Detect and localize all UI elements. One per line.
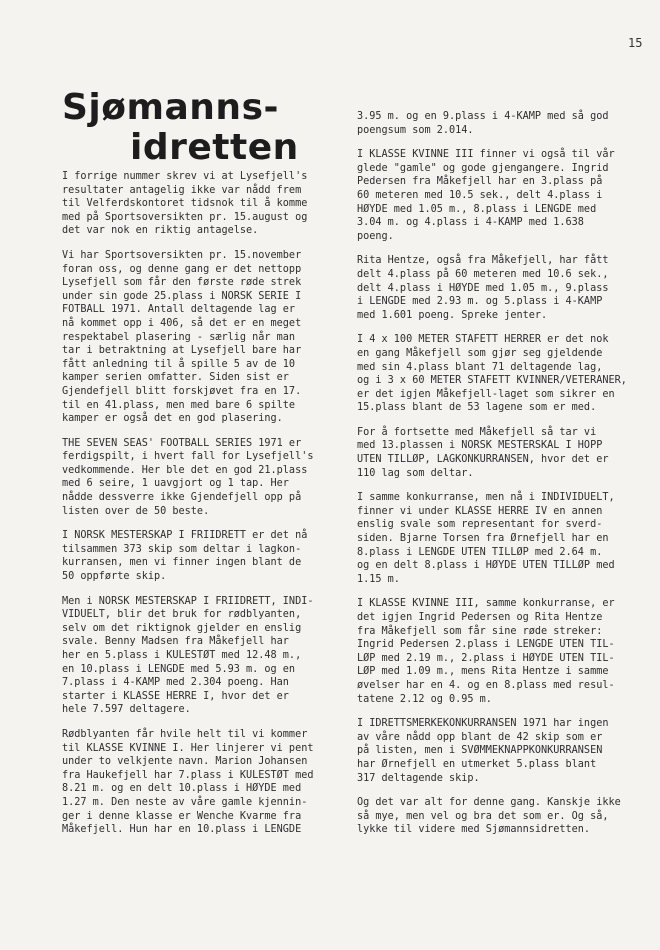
paragraph: Rita Hentze, også fra Måkefjell, har fått delt 4.plass på 60 meteren med 10.6 sek., delt 4.plass i HØYDE med 1.05 m., 9.plass i LENGDE med 2.93 m. og 5.plass i 4-KAMP med 1.601 poeng. Spreke jenter. bbox=[357, 255, 609, 321]
page-number: 15 bbox=[628, 36, 643, 50]
paragraph: Rødblyanten får hvile helt til vi kommer til KLASSE KVINNE I. Her linjerer vi pent under to velkjente navn. Marion Johansen fra Haukefjell har 7.plass i KULESTØT med 8.21 m. og en delt 10.plass i HØYDE med 1.27 m. Den neste av våre gamle kjennin- ger i denne klasse er Wenche Kvarme fra Måkefjell. Hun har en 10.plass i LENGDE bbox=[62, 728, 314, 836]
paragraph: I forrige nummer skrev vi at Lysefjell's resultater antagelig ikke var nådd frem til Velferdskontoret tidsnok til å komme med på Sportsoversikten pr. 15.august og det var nok en riktig antagelse. bbox=[62, 171, 308, 237]
paragraph: I NORSK MESTERSKAP I FRIIDRETT er det nå tilsammen 373 skip som deltar i lagkon- kurransen, men vi finner ingen blant de 50 oppførte skip. bbox=[62, 530, 308, 583]
paragraph: I KLASSE KVINNE III, samme konkurranse, er det igjen Ingrid Pedersen og Rita Hentze fra Måkefjell som får sine røde streker: Ingrid Pedersen 2.plass i LENGDE UTEN TIL- LØP med 2.19 m., 2.plass i HØYDE UTEN TIL- LØP med 1.09 m., mens Rita Hentze i samme øvelser har en 4. og en 8.plass med resul- tatene 2.12 og 0.95 m. bbox=[357, 598, 615, 705]
right-column bbox=[357, 110, 629, 848]
title-line-1: Sjømanns- bbox=[62, 87, 279, 128]
paragraph: THE SEVEN SEAS' FOOTBALL SERIES 1971 er ferdigspilt, i hvert fall for Lysefjell's vedkommende. Her ble det en god 21.plass med 6 seire, 1 uavgjort og 1 tap. Her nådde dessverre ikke Gjendefjell opp på listen over de 50 beste. bbox=[62, 437, 314, 517]
article-title bbox=[62, 88, 312, 168]
paragraph: Men i NORSK MESTERSKAP I FRIIDRETT, INDI- VIDUELT, blir det bruk for rødblyanten, selv om det riktignok gjelder en enslig svale. Benny Madsen fra Måkefjell har her en 5.plass i KULESTØT med 12.48 m., en 10.plass i LENGDE med 5.93 m. og en 7.plass i 4-KAMP med 2.304 poeng. Han starter i KLASSE HERRE I, hvor det er hele 7.597 deltagere. bbox=[62, 595, 314, 716]
left-column bbox=[62, 170, 330, 848]
paragraph: I KLASSE KVINNE III finner vi også til vår glede "gamle" og gode gjengangere. Ingrid Pedersen fra Måkefjell har en 3.plass på 60 meteren med 10.5 sek., delt 4.plass i HØYDE med 1.05 m., 8.plass i LENGDE med 3.04 m. og 4.plass i 4-KAMP med 1.638 poeng. bbox=[357, 149, 615, 242]
title-line-2: idretten bbox=[130, 127, 299, 168]
paragraph: Og det var alt for denne gang. Kanskje ikke så mye, men vel og bra det som er. Og så, lykke til videre med Sjømannsidretten. bbox=[357, 797, 621, 836]
paragraph: Vi har Sportsoversikten pr. 15.november foran oss, og denne gang er det nettopp Lysefjell som får den første røde strek under sin gode 25.plass i NORSK SERIE I FOTBALL 1971. Antall deltagende lag er nå kommet opp i 406, så det er en meget respektabel plasering - særlig når man tar i betraktning at Lysefjell bare har fått anledning til å spille 5 av de 10 kamper serien omfatter. Siden sist er Gjendefjell blitt forskjøvet fra en 17. til en 41.plass, men med bare 6 spilte kamper er også det en god plasering. bbox=[62, 249, 302, 425]
paragraph: I IDRETTSMERKEKONKURRANSEN 1971 har ingen av våre nådd opp blant de 42 skip som er på listen, men i SVØMMEKNAPPKONKURRANSEN har Ørnefjell en utmerket 5.plass blant 317 deltagende skip. bbox=[357, 718, 609, 784]
paragraph: For å fortsette med Måkefjell så tar vi med 13.plassen i NORSK MESTERSKAL I HOPP UTEN TILLØP, LAGKONKURRANSEN, hvor det er 110 lag som deltar. bbox=[357, 426, 609, 479]
paragraph: 3.95 m. og en 9.plass i 4-KAMP med så god poengsum som 2.014. bbox=[357, 111, 609, 136]
paragraph: I samme konkurranse, men nå i INDIVIDUELT, finner vi under KLASSE HERRE IV en annen enslig svale som representant for sverd- siden. Bjarne Torsen fra Ørnefjell har en 8.plass i LENGDE UTEN TILLØP med 2.64 m. og en delt 8.plass i HØYDE UTEN TILLØP med 1.15 m. bbox=[357, 492, 615, 585]
paragraph: I 4 x 100 METER STAFETT HERRER er det nok en gang Måkefjell som gjør seg gjeldende med sin 4.plass blant 71 deltagende lag, og i 3 x 60 METER STAFETT KVINNER/VETERANER, er det igjen Måkefjell-laget som sikrer en 15.plass blant de 53 lagene som er med. bbox=[357, 334, 627, 414]
